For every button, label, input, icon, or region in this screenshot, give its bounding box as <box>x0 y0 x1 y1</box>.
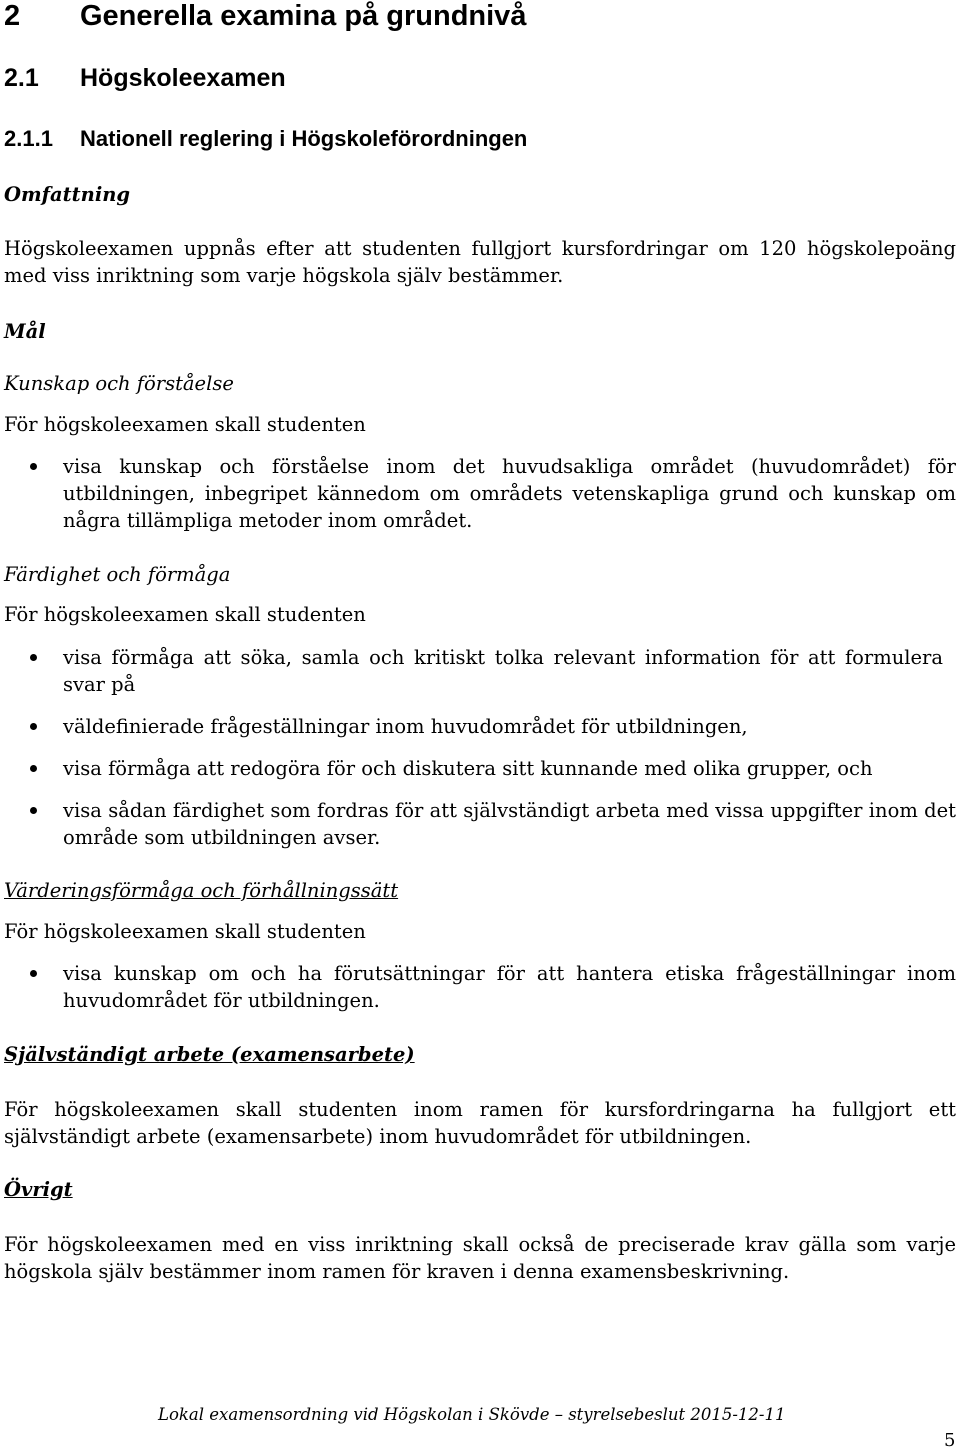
fardighet-heading: Färdighet och förmåga <box>4 563 231 586</box>
sjalvstandigt-heading: Självständigt arbete (examensarbete) <box>4 1043 415 1066</box>
fardighet-bullet-3: visa förmåga att redogöra för och diskutera sitt kunnande med olika grupper, och <box>63 757 873 780</box>
ovrigt-heading: Övrigt <box>4 1178 73 1201</box>
fardighet-bullet-4: visa sådan färdighet som fordras för att självständigt arbeta med vissa uppgifter inom det område som utbildningen avser. <box>63 799 956 849</box>
mal-heading: Mål <box>4 320 46 343</box>
fardighet-bullet-1: visa förmåga att söka, samla och kritiskt tolka relevant information för att formulera svar på <box>63 646 943 696</box>
heading-3 <box>4 126 527 152</box>
bullet-icon <box>30 654 37 661</box>
heading-2-number: 2.1 <box>4 64 39 92</box>
vardering-heading: Värderingsförmåga och förhållningssätt <box>4 879 399 902</box>
ovrigt-text: För högskoleexamen med en viss inriktning skall också de preciserade krav gälla som varje högskola själv bestämmer inom ramen för kraven i denna examensbeskrivning. <box>4 1233 956 1283</box>
kunskap-heading: Kunskap och förståelse <box>4 372 234 395</box>
vardering-intro: För högskoleexamen skall studenten <box>4 920 366 943</box>
bullet-icon <box>30 807 37 814</box>
fardighet-intro: För högskoleexamen skall studenten <box>4 603 366 626</box>
footer-text: Lokal examensordning vid Högskolan i Skövde – styrelsebeslut 2015-12-11 <box>158 1405 786 1424</box>
kunskap-bullet-1: visa kunskap och förståelse inom det huvudsakliga området (huvudområdet) för utbildningen, inbegripet kännedom om områdets vetenskapliga grund och kunskap om några tillämpliga metoder inom området. <box>63 455 956 532</box>
sjalvstandigt-text: För högskoleexamen skall studenten inom ramen för kursfordringarna ha fullgjort ett självständigt arbete (examensarbete) inom huvudområdet för utbildningen. <box>4 1098 956 1148</box>
heading-3-title: Nationell reglering i Högskoleförordningen <box>80 126 528 151</box>
heading-3-number: 2.1.1 <box>4 126 53 151</box>
vardering-bullet-1: visa kunskap om och ha förutsättningar för att hantera etiska frågeställningar inom huvudområdet för utbildningen. <box>63 962 956 1012</box>
heading-1-number: 2 <box>4 0 21 32</box>
fardighet-bullet-2: väldefinierade frågeställningar inom huvudområdet för utbildningen, <box>63 715 748 738</box>
omfattning-heading: Omfattning <box>4 183 131 206</box>
omfattning-text: Högskoleexamen uppnås efter att studenten fullgjort kursfordringar om 120 högskolepoäng med viss inriktning som varje högskola själv bestämmer. <box>4 237 956 287</box>
bullet-icon <box>30 765 37 772</box>
heading-2 <box>4 64 286 93</box>
bullet-icon <box>30 463 37 470</box>
heading-1 <box>4 0 526 33</box>
kunskap-intro: För högskoleexamen skall studenten <box>4 413 366 436</box>
bullet-icon <box>30 970 37 977</box>
page-number: 5 <box>944 1430 956 1451</box>
heading-1-title: Generella examina på grundnivå <box>80 0 527 32</box>
bullet-icon <box>30 723 37 730</box>
heading-2-title: Högskoleexamen <box>80 64 286 92</box>
